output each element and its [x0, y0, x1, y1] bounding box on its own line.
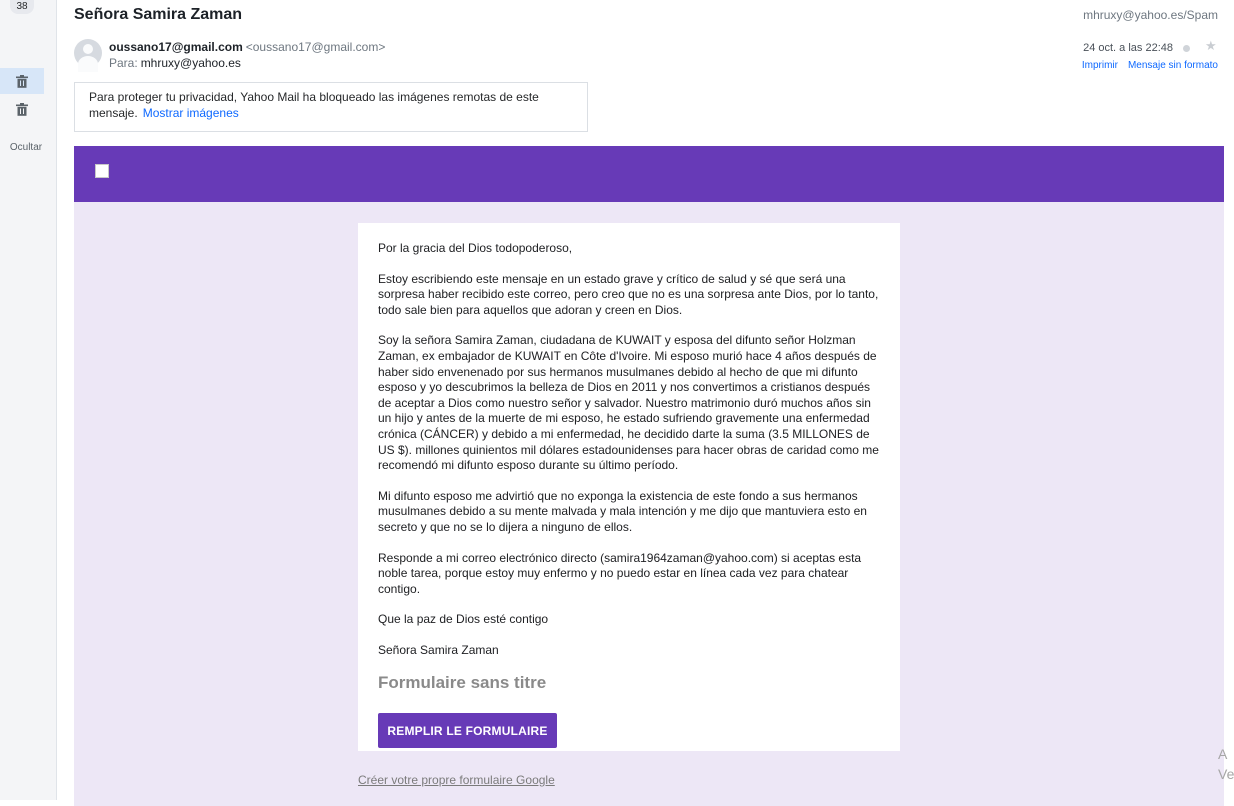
left-rail: [0, 0, 57, 800]
trash-icon: [16, 75, 28, 88]
email-subject: Señora Samira Zaman: [74, 6, 243, 23]
paragraph: Soy la señora Samira Zaman, ciudadana de KUWAIT y esposa del difunto señor Holzman Zaman, ex embajador de KUWAIT en Côte d'Ivoire. Mi esposo murió hace 4 años después de haber sido envenenado por sus hermanos musulmanes debido al hecho de que mi difunto esposo y yo descubrimos la belleza de Dios en 2011 y nos convertimos a cristianos después de aceptar a Dios como nuestro señor y salvador. Nuestro matrimonio duró muchos años sin un hijo y antes de la muerte de mi esposo, he estado sufriendo gravemente una enfermedad crónica (CÁNCER) y debido a mi enfermedad, he decidido darte la suma (3.5 MILLONES de US $). millones quinientos mil dólares estadounidenses para hacer obras de caridad como me recomendó mi difunto esposo durante su último período.: [378, 333, 879, 473]
sender-name[interactable]: oussano17@gmail.com: [109, 40, 243, 54]
delete-button[interactable]: [0, 68, 44, 94]
fill-form-button[interactable]: REMPLIR LE FORMULAIRE: [378, 713, 557, 748]
broken-image-icon: [95, 164, 109, 178]
show-images-link[interactable]: Mostrar imágenes: [142, 106, 239, 120]
paragraph: Mi difunto esposo me advirtió que no exponga la existencia de este fondo a sus hermanos musulmanes debido a su mente malvada y mala intención y me dijo que mantuviera esto en secreto y que no se lo dijera a ninguno de ellos.: [378, 488, 867, 534]
paragraph: Responde a mi correo electrónico directo (samira1964zaman@yahoo.com) si aceptas esta noble tarea, porque estoy muy enfermo y no puedo estar en línea cada vez para chatear contigo.: [378, 550, 862, 596]
recipient-line: [109, 56, 241, 70]
avatar: [74, 39, 102, 67]
message-actions: [1072, 60, 1218, 71]
blocked-images-notice: [74, 82, 588, 132]
paragraph: Por la gracia del Dios todopoderoso,: [378, 241, 573, 255]
paragraph: Estoy escribiendo este mensaje en un estado grave y crítico de salud y sé que será una sorpresa haber recibido este correo, pero creo que no es una sorpresa ante Dios, por lo tanto, todo sale bien para aquellos que adoran y creen en Dios.: [378, 271, 879, 317]
sender-line: [109, 40, 385, 54]
form-title: Formulaire sans titre: [378, 673, 547, 693]
unread-dot-icon[interactable]: [1183, 45, 1190, 52]
cut-off-edge-text: A Ve: [1218, 746, 1234, 782]
recipient-label: Para:: [109, 56, 138, 70]
email-body: [74, 146, 1224, 806]
sender-email: <oussano17@gmail.com>: [245, 40, 386, 54]
folder-path: mhruxy@yahoo.es/Spam: [1083, 8, 1218, 22]
paragraph: Que la paz de Dios esté contigo: [378, 612, 549, 627]
unread-count-badge[interactable]: 38: [10, 0, 34, 14]
form-header-banner: [74, 146, 1224, 202]
paragraph: Señora Samira Zaman: [378, 642, 499, 657]
avatar-body-shape: [78, 56, 98, 72]
email-date: 24 oct. a las 22:48: [1083, 42, 1173, 54]
notice-text: Para proteger tu privacidad, Yahoo Mail ha bloqueado las imágenes remotas de este mensaje.: [89, 90, 539, 120]
recipient-address: mhruxy@yahoo.es: [140, 56, 241, 70]
print-link[interactable]: Imprimir: [1081, 60, 1118, 71]
raw-message-link[interactable]: Mensaje sin formato: [1127, 60, 1218, 71]
hide-sidebar-link[interactable]: Ocultar: [9, 142, 43, 153]
create-form-link[interactable]: Créer votre propre formulaire Google: [358, 773, 555, 787]
star-icon[interactable]: ★: [1205, 38, 1217, 53]
trash-icon: [16, 103, 28, 116]
avatar-head-shape: [83, 44, 93, 54]
message-card: [358, 223, 900, 751]
delete-forever-button[interactable]: [0, 96, 44, 122]
